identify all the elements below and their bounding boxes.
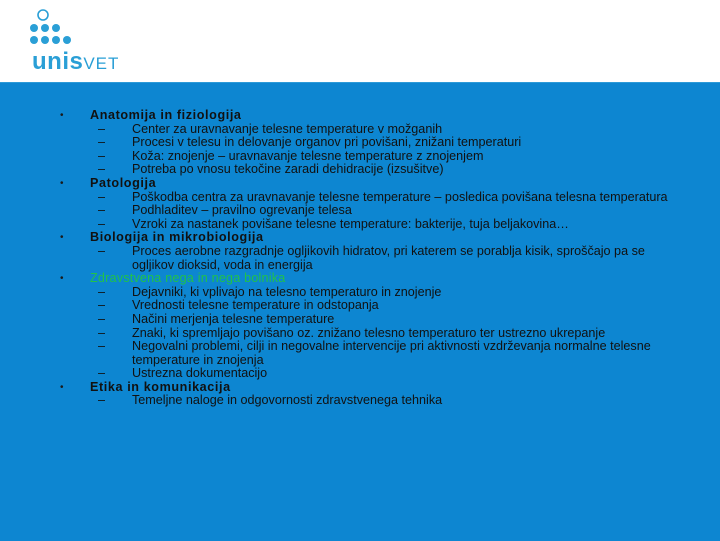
dash-icon: –: [98, 325, 106, 340]
dash-icon: –: [98, 135, 106, 150]
dash-icon: –: [98, 298, 106, 313]
section-title: Etika in komunikacija: [90, 379, 231, 394]
section-title: Zdravstvena nega in nega bolnika: [90, 271, 286, 286]
logo-dots-icon: [30, 8, 140, 52]
slide-header: [0, 0, 720, 82]
subitem-text: Proces aerobne razgradnje ogljikovih hidratov, pri katerem se porablja kisik, sproščajo pa se ogljikov dioksid, voda in energija: [132, 243, 645, 272]
subitem-text: Dejavniki, ki vplivajo na telesno temperaturo in znojenje: [132, 284, 442, 299]
dash-icon: –: [98, 393, 106, 408]
dash-icon: –: [98, 189, 106, 204]
dash-icon: –: [98, 339, 106, 354]
outline-section: [56, 272, 686, 381]
dash-icon: –: [98, 366, 106, 381]
dash-icon: –: [98, 284, 106, 299]
subitem-text: Vrednosti telesne temperature in odstopanja: [132, 298, 379, 313]
dash-icon: –: [98, 311, 106, 326]
subitem-text: Ustrezna dokumentacijo: [132, 366, 268, 381]
dash-icon: –: [98, 243, 106, 258]
outline-subitem: [98, 123, 686, 137]
bullet-icon: •: [60, 177, 64, 189]
bullet-icon: •: [60, 232, 64, 244]
subitem-text: Center za uravnavanje telesne temperature v možganih: [132, 121, 443, 136]
subitem-text: Podhladitev – pravilno ogrevanje telesa: [132, 203, 352, 218]
outline-subitem: [98, 286, 686, 300]
subitem-text: Znaki, ki spremljajo povišano oz. znižano telesno temperaturo ter ustrezno ukrepanje: [132, 325, 606, 340]
outline-subitem: [98, 191, 686, 205]
outline-subitem: [98, 204, 686, 218]
outline-subitem: [98, 327, 686, 341]
section-title: Biologija in mikrobiologija: [90, 230, 264, 245]
subitem-text: Negovalni problemi, cilji in negovalne intervencije pri aktivnosti vzdrževanja normalne telesne temperature in znojenja: [132, 339, 651, 367]
logo-wordmark: [32, 50, 119, 76]
bullet-icon: •: [60, 110, 64, 121]
outline-subitem: [98, 218, 686, 232]
subitem-text: Načini merjenja telesne temperature: [132, 311, 335, 326]
logo-wordmark-suffix: VET: [83, 54, 120, 73]
dash-icon: –: [98, 203, 106, 218]
unisvet-logo: [30, 8, 140, 74]
outline-subitem: [98, 163, 686, 177]
dash-icon: –: [98, 121, 106, 136]
bullet-icon: •: [60, 273, 64, 285]
outline-section: [56, 381, 686, 408]
logo-wordmark-main: unis: [32, 48, 84, 75]
outline-subitem: [98, 245, 686, 272]
subitem-text: Potreba po vnosu tekočine zaradi dehidracije (izsušitve): [132, 162, 444, 177]
subitem-text: Temeljne naloge in odgovornosti zdravstvenega tehnika: [132, 393, 443, 408]
outline-subitem: [98, 367, 686, 381]
outline-subitem: [98, 150, 686, 164]
section-title: Patologija: [90, 175, 157, 190]
dash-icon: –: [98, 162, 106, 177]
outline-subitem: [98, 136, 686, 150]
subitem-text: Poškodba centra za uravnavanje telesne temperature – posledica povišana telesna temperatura: [132, 189, 668, 204]
topic-outline: [56, 109, 686, 408]
subitem-text: Vzroki za nastanek povišane telesne temperature: bakterije, tuja beljakovina…: [132, 216, 569, 231]
outline-subitem: [98, 299, 686, 313]
subitem-text: Procesi v telesu in delovanje organov pri povišani, znižani temperaturi: [132, 135, 522, 150]
dash-icon: –: [98, 148, 106, 163]
outline-section: [56, 231, 686, 272]
subitem-text: Koža: znojenje – uravnavanje telesne temperature z znojenjem: [132, 148, 484, 163]
outline-subitem: [98, 313, 686, 327]
outline-subitem: [98, 340, 686, 367]
outline-section: [56, 109, 686, 177]
dash-icon: –: [98, 216, 106, 231]
content-panel: [0, 82, 720, 541]
outline-subitem: [98, 394, 686, 408]
bullet-icon: •: [60, 381, 64, 393]
section-title: Anatomija in fiziologija: [90, 108, 242, 122]
outline-section: [56, 177, 686, 231]
